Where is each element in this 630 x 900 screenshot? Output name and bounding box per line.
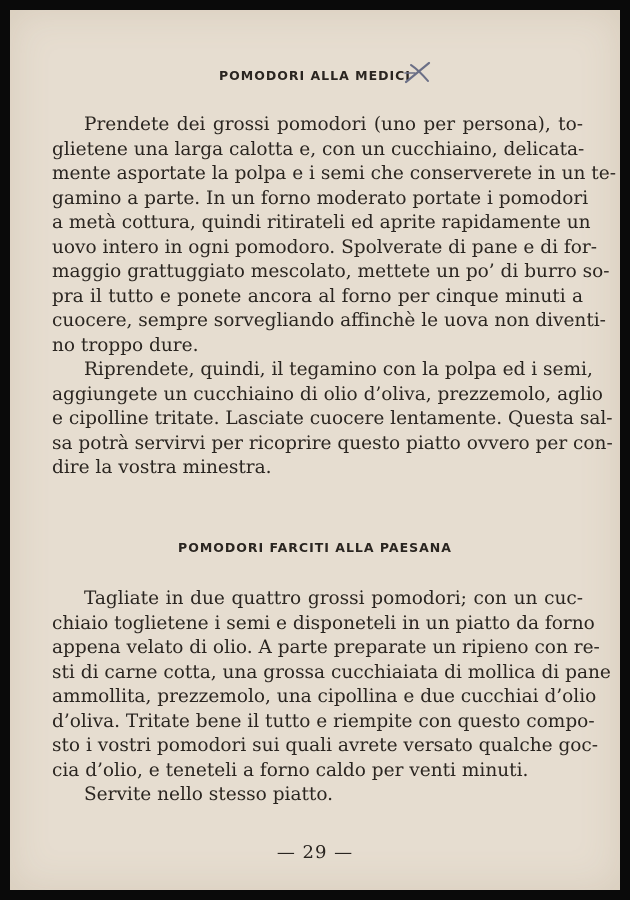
text-line: sto i vostri pomodori sui quali avrete versato qualche goc-: [52, 735, 599, 756]
text-line: Tagliate in due quattro grossi pomodori; con un cuc-: [84, 588, 583, 609]
text-line: Riprendete, quindi, il tegamino con la polpa ed i semi,: [84, 359, 593, 380]
text-line: maggio grattuggiato mescolato, mettete un po’ di burro so-: [52, 261, 610, 282]
text-line: pra il tutto e ponete ancora al forno per cinque minuti a: [52, 285, 583, 307]
text-line: d’oliva. Tritate bene il tutto e riempite con questo compo-: [52, 710, 595, 732]
text-line: sa potrà servirvi per ricoprire questo piatto ovvero per con-: [52, 432, 613, 454]
text-line: a metà cottura, quindi ritirateli ed aprite rapidamente un: [52, 212, 591, 233]
text-line: Servite nello stesso piatto.: [84, 784, 334, 805]
text-line: cuocere, sempre sorvegliando affinchè le uova non diventi-: [52, 310, 606, 331]
recipe-title-pomodori-farciti-alla-paesana: POMODORI FARCITI ALLA PAESANA: [178, 540, 452, 555]
text-line: gamino a parte. In un forno moderato portate i pomodori: [52, 187, 589, 209]
text-line: ammollita, prezzemolo, una cipollina e due cucchiai d’olio: [52, 686, 597, 707]
text-line: aggiungete un cucchiaino di olio d’oliva, prezzemolo, aglio: [52, 383, 603, 405]
recipe-body-pomodori-farciti-alla-paesana: [52, 587, 611, 808]
text-line: e cipolline tritate. Lasciate cuocere lentamente. Questa sal-: [52, 408, 613, 429]
text-line: dire la vostra minestra.: [52, 457, 272, 478]
book-page: [10, 10, 620, 890]
text-line: uovo intero in ogni pomodoro. Spolverate di pane e di for-: [52, 236, 597, 258]
handwritten-x-mark-icon: [403, 60, 433, 86]
page-number: — 29 —: [276, 842, 354, 863]
recipe-body-pomodori-alla-medici: [52, 113, 616, 481]
text-line: glietene una larga calotta e, con un cucchiaino, delicata-: [52, 138, 585, 160]
text-line: chiaio toglietene i semi e disponeteli in un piatto da forno: [52, 612, 595, 634]
text-line: sti di carne cotta, una grossa cucchiaiata di mollica di pane: [52, 661, 611, 683]
text-line: Prendete dei grossi pomodori (uno per persona), to-: [84, 114, 583, 135]
recipe-title-pomodori-alla-medici: POMODORI ALLA MEDICI: [219, 68, 411, 83]
text-line: appena velato di olio. A parte preparate un ripieno con re-: [52, 637, 600, 658]
text-line: cia d’olio, e teneteli a forno caldo per venti minuti.: [52, 759, 529, 781]
text-line: no troppo dure.: [52, 334, 199, 356]
text-line: mente asportate la polpa e i semi che conserverete in un te-: [52, 163, 616, 184]
